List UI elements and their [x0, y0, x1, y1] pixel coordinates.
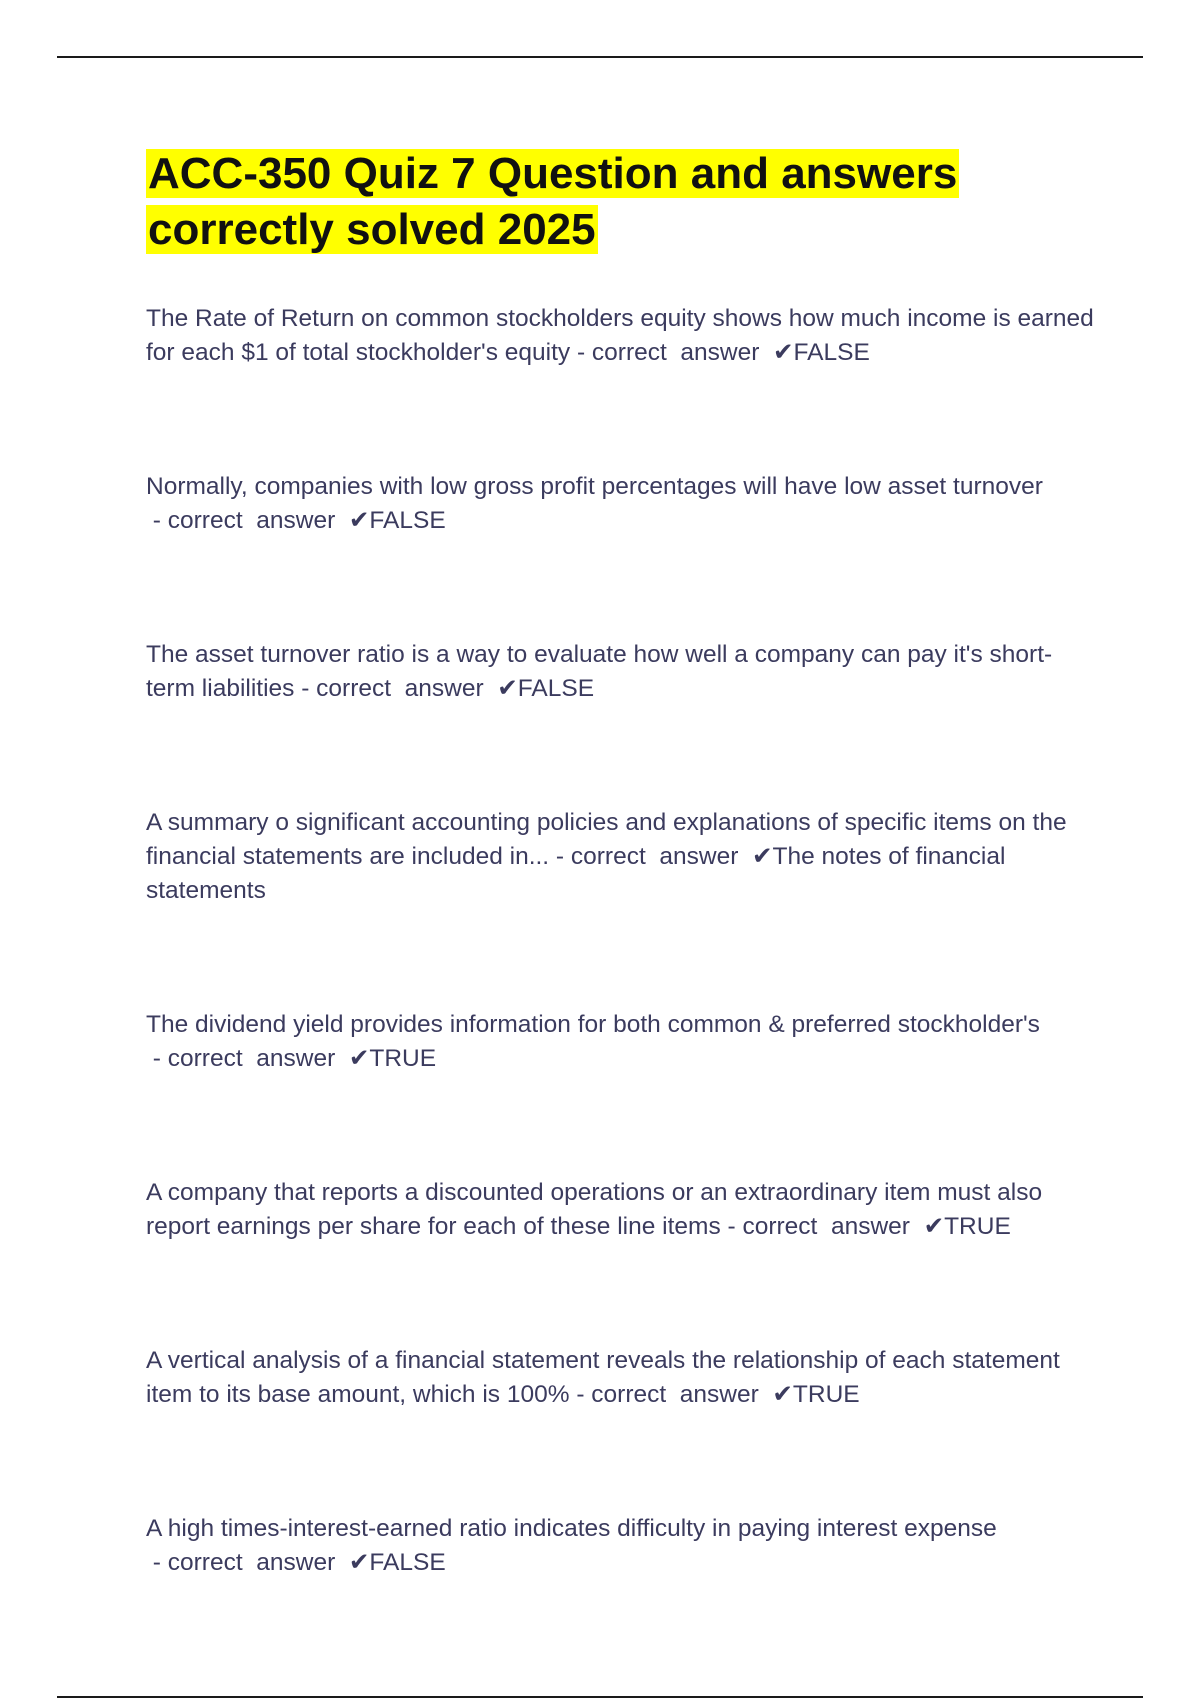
answer-text: FALSE	[369, 1549, 446, 1576]
check-icon: ✔	[773, 339, 794, 366]
qa-item	[146, 1512, 1096, 1580]
qa-item	[146, 1176, 1096, 1244]
answer-prefix: - correct answer	[146, 1045, 349, 1072]
title-highlight: ACC-350 Quiz 7 Question and answers correctly solved 2025	[148, 149, 958, 254]
qa-item	[146, 638, 1096, 706]
answer-text: TRUE	[369, 1045, 437, 1072]
question-text: The asset turnover ratio is a way to evaluate how well a company can pay it's short-term liabilities	[146, 641, 1053, 702]
check-icon: ✔	[772, 1381, 793, 1408]
qa-item	[146, 470, 1096, 538]
question-text: Normally, companies with low gross profit percentages will have low asset turnover	[146, 473, 1043, 500]
document-title	[146, 146, 1086, 258]
question-text: A company that reports a discounted operations or an extraordinary item must also report earnings per share for each of these line items	[146, 1179, 1043, 1240]
answer-prefix: - correct answer	[570, 339, 774, 366]
check-icon: ✔	[348, 507, 370, 534]
answer-prefix: - correct answer	[549, 843, 752, 870]
question-text: The dividend yield provides information for both common & preferred stockholder's	[146, 1011, 1040, 1038]
qa-list	[146, 302, 1096, 1580]
qa-item	[146, 1008, 1096, 1076]
check-icon: ✔	[348, 1045, 370, 1072]
answer-prefix: - correct answer	[569, 1381, 773, 1408]
check-icon: ✔	[348, 1549, 370, 1576]
check-icon: ✔	[751, 843, 773, 870]
check-icon: ✔	[497, 675, 518, 702]
answer-prefix: - correct answer	[294, 675, 498, 702]
answer-prefix: - correct answer	[146, 1549, 349, 1576]
answer-text: TRUE	[792, 1381, 860, 1408]
question-text: A vertical analysis of a financial statement reveals the relationship of each statement item to its base amount, which is 100%	[146, 1347, 1060, 1408]
answer-text: FALSE	[793, 339, 870, 366]
qa-item	[146, 1344, 1096, 1412]
answer-prefix: - correct answer	[720, 1213, 924, 1240]
answer-text: FALSE	[369, 507, 446, 534]
qa-item	[146, 806, 1096, 908]
answer-prefix: - correct answer	[146, 507, 349, 534]
answer-text: FALSE	[517, 675, 595, 702]
question-text: A high times-interest-earned ratio indicates difficulty in paying interest expense	[146, 1515, 997, 1542]
answer-text: The notes of financial statements	[146, 843, 1006, 904]
question-text: The Rate of Return on common stockholders equity shows how much income is earned for each $1 of total stockholder's equity	[146, 305, 1094, 366]
answer-text: TRUE	[944, 1213, 1011, 1240]
footer-rule	[57, 1696, 1143, 1698]
check-icon: ✔	[923, 1213, 945, 1240]
header-rule	[57, 56, 1143, 58]
question-text: A summary o significant accounting policies and explanations of specific items on the financial statements are included in...	[146, 809, 1067, 870]
title-block	[146, 146, 1086, 258]
qa-item	[146, 302, 1096, 370]
